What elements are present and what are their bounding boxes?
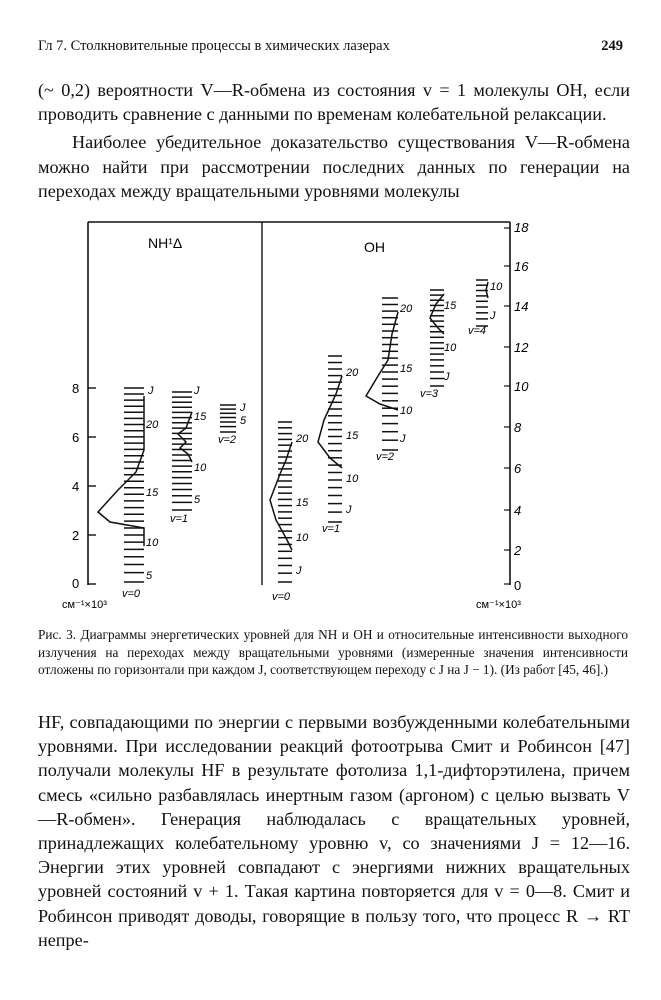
right-axis-unit: см⁻¹×10³ <box>476 599 521 611</box>
oh-ladder-labels <box>272 281 503 603</box>
level-label: J <box>240 402 246 414</box>
nh-panel-title: NH¹Δ <box>148 235 183 251</box>
v-label: v=2 <box>376 451 395 463</box>
right-tick-label: 2 <box>514 543 522 558</box>
level-label: 15 <box>444 300 457 312</box>
level-label: 15 <box>146 487 159 499</box>
right-axis <box>476 220 529 611</box>
right-tick-label: 0 <box>514 578 522 593</box>
left-tick-label: 0 <box>72 576 80 591</box>
level-label: 5 <box>146 570 153 582</box>
left-tick-label: 4 <box>72 479 80 494</box>
left-tick-label: 8 <box>72 381 80 396</box>
level-label: J <box>148 385 154 397</box>
level-label: 20 <box>346 367 359 379</box>
v-label: v=1 <box>170 513 189 525</box>
level-label: J <box>346 504 352 516</box>
right-tick-label: 18 <box>514 220 529 235</box>
right-tick-label: 16 <box>514 259 529 274</box>
level-label: 10 <box>146 537 159 549</box>
right-tick-label: 10 <box>514 379 529 394</box>
v-label: v=3 <box>420 388 439 400</box>
figure-caption: Рис. 3. Диаграммы энергетических уровней для NH и OH и относительные интенсивности выходного излучения на переходах между вращательными уровнями (измеренные значения интенсивности отложены по горизонтали при каждом J, соответствующем переходу с J на J − 1). (Из работ [45, 46].) <box>38 627 628 678</box>
level-label: 10 <box>296 532 309 544</box>
left-axis-unit: см⁻¹×10³ <box>62 599 107 611</box>
level-label: J <box>194 385 200 397</box>
energy-level-figure <box>0 210 661 620</box>
right-tick-label: 8 <box>514 420 522 435</box>
level-label: J <box>490 310 496 322</box>
intensity-curve-group <box>98 282 488 550</box>
v-label: v=0 <box>272 591 291 603</box>
left-tick-label: 2 <box>72 528 80 543</box>
left-tick-label: 6 <box>72 430 80 445</box>
level-label: 15 <box>346 430 359 442</box>
level-label: 20 <box>296 433 309 445</box>
chapter-title: Гл 7. Столкновительные процессы в химических лазерах <box>38 38 390 54</box>
paragraph-3: HF, совпадающими по энергии с первыми возбужденными колебательными уровнями. При исследовании реакций фотоотрыва Смит и Робинсон [47] получали молекулы HF в результате фотолиза 1,1-дифторэтилена, причем смесь «сильно разбавлялась инертным газом (аргоном) с целью вызвать V—R-обмен». Генерация наблюдалась с вращательных уровней, принадлежащих колебательному уровню v, со значениями J = 12—16. Энергии этих уровней совпадают с энергиями нижних вращательных уровней состояний v + 1. Такая картина повторяется для v = 0—8. Смит и Робинсон приводят доводы, говорящие в пользу того, что процесс R → RT непре- <box>38 712 630 950</box>
v-label: v=2 <box>218 434 237 446</box>
energy-diagram-svg <box>0 210 661 620</box>
right-tick-label: 14 <box>514 299 529 314</box>
v-label: v=4 <box>468 325 487 337</box>
level-label: 15 <box>400 363 413 375</box>
intensity-curve <box>270 442 292 550</box>
level-label: 10 <box>490 281 503 293</box>
intensity-curve <box>366 312 398 410</box>
level-label: 20 <box>146 419 159 431</box>
right-tick-label: 12 <box>514 340 529 355</box>
page-number: 249 <box>601 38 623 54</box>
paragraph-2: Наиболее убедительное доказательство существования V—R-обмена можно найти при рассмотрении последних данных по генерации на переходах между вращательными уровнями молекулы <box>38 132 630 201</box>
level-label: 15 <box>194 411 207 423</box>
level-label: 15 <box>296 497 309 509</box>
top-text <box>38 78 630 203</box>
level-label: 10 <box>400 405 413 417</box>
level-label: 10 <box>444 342 457 354</box>
level-label: J <box>400 433 406 445</box>
level-label: 10 <box>346 473 359 485</box>
v-label: v=1 <box>322 523 341 535</box>
oh-panel-title: OH <box>364 239 385 255</box>
v-label: v=0 <box>122 588 141 600</box>
level-label: J <box>444 371 450 383</box>
bottom-text <box>38 710 630 952</box>
running-header <box>38 38 623 60</box>
paragraph-1: (~ 0,2) вероятности V—R-обмена из состояния v = 1 молекулы OH, если проводить сравнение с данными по временам колебательной релаксации. <box>38 80 630 125</box>
left-axis <box>62 381 107 611</box>
level-label: 5 <box>194 494 201 506</box>
level-label: J <box>296 565 302 577</box>
right-tick-label: 4 <box>514 503 522 518</box>
level-label: 20 <box>400 303 413 315</box>
right-tick-label: 6 <box>514 461 522 476</box>
level-label: 10 <box>194 462 207 474</box>
level-label: 5 <box>240 415 247 427</box>
